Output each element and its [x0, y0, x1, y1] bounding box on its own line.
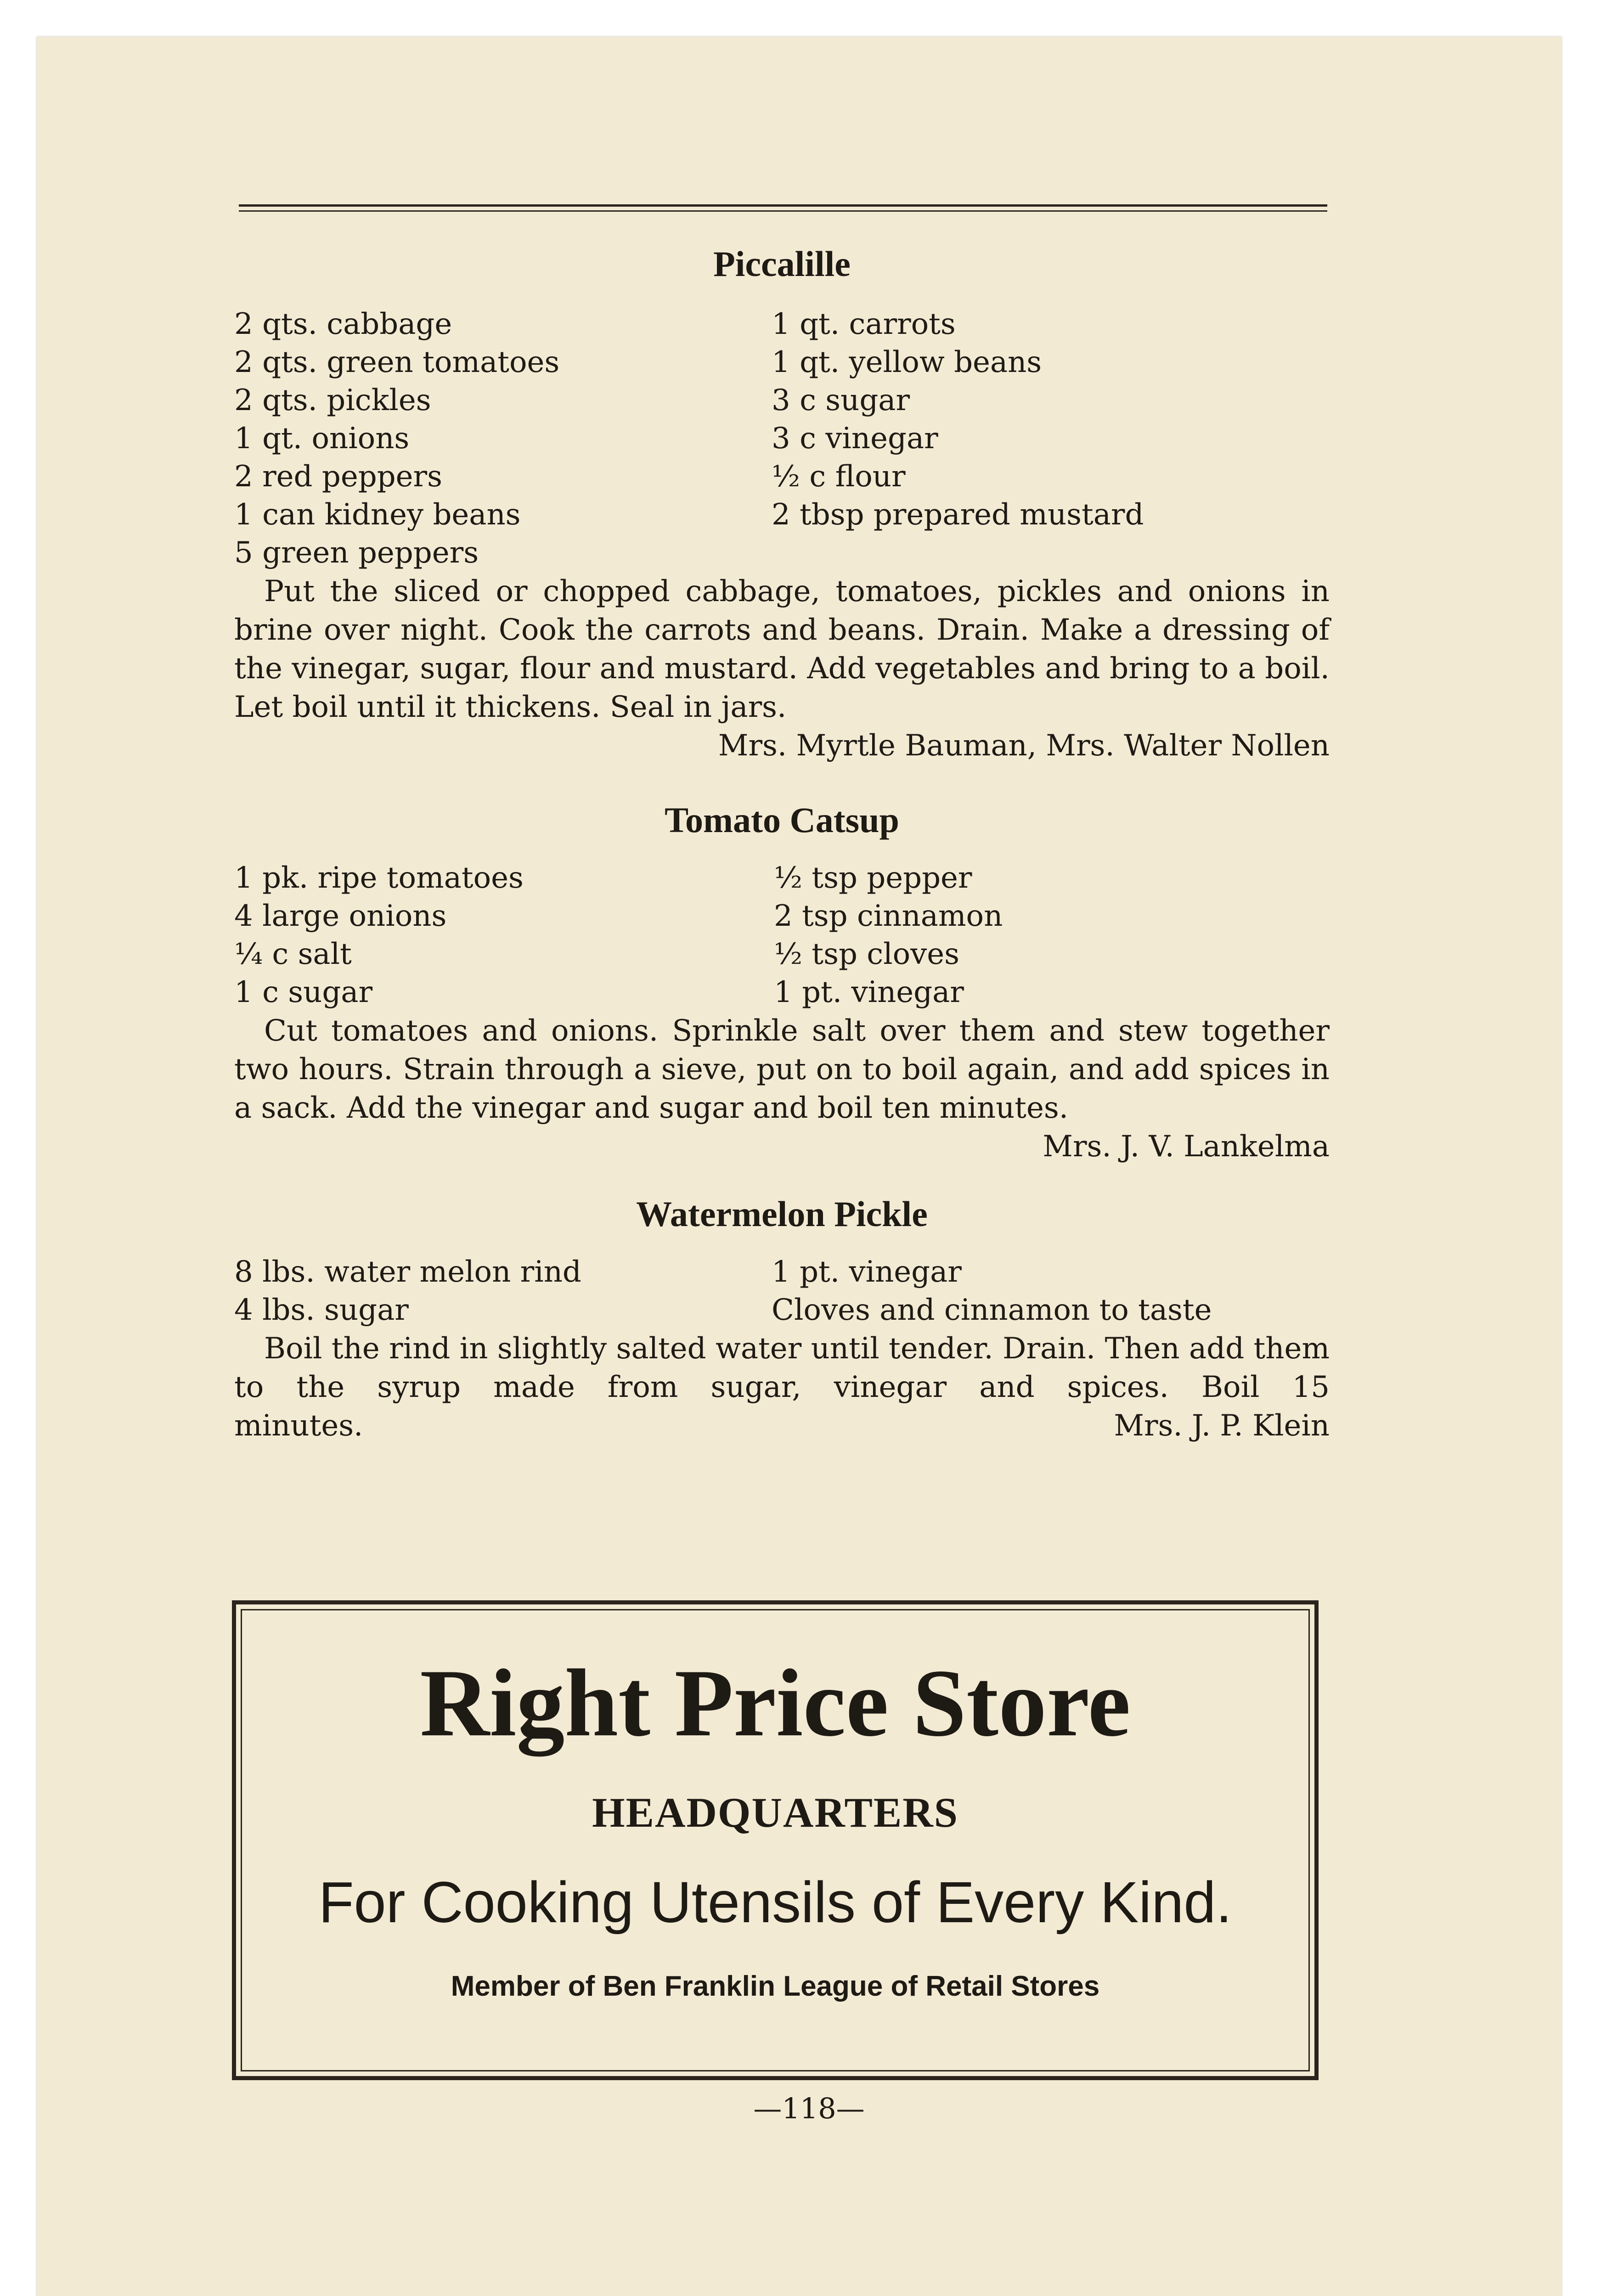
store-advertisement	[232, 1600, 1319, 2080]
ingredient: 8 lbs. water melon rind	[234, 1255, 581, 1289]
ingredient-list	[234, 305, 1330, 572]
ingredient: 5 green peppers	[234, 536, 479, 570]
recipe-directions: Boil the rind in slightly salted water until tender. Drain. Then add them to the syrup made from sugar, vinegar and spices. Boil 15	[234, 1332, 1330, 1404]
ingredient: Cloves and cinnamon to taste	[772, 1293, 1212, 1327]
recipe-title: Piccalille	[713, 244, 851, 284]
ingredient: 2 qts. pickles	[234, 383, 431, 417]
recipe-directions: Put the sliced or chopped cabbage, tomatoes, pickles and onions in brine over night. Cook the carrots and beans. Drain. Make a dressing of the vinegar, sugar, flour and mustard. Add vegetables and bring to a boil. Let boil until it thickens. Seal in jars.	[234, 574, 1330, 724]
ingredient-list	[234, 1253, 1330, 1329]
ingredient: 4 lbs. sugar	[234, 1293, 409, 1327]
ad-store-name: Right Price Store	[420, 1650, 1131, 1756]
ingredient: 3 c vinegar	[772, 422, 938, 456]
ad-membership: Member of Ben Franklin League of Retail Stores	[451, 1970, 1100, 2002]
ingredient: 2 tsp cinnamon	[774, 899, 1003, 933]
ingredient: 1 pt. vinegar	[772, 1255, 962, 1289]
recipe-credit: Mrs. Myrtle Bauman, Mrs. Walter Nollen	[718, 729, 1330, 763]
recipe-directions: Cut tomatoes and onions. Sprinkle salt over them and stew together two hours. Strain through a sieve, put on to boil again, and add spices in a sack. Add the vinegar and sugar and boil ten minutes.	[234, 1014, 1330, 1125]
recipe-piccalille	[234, 243, 1330, 765]
ingredient: 4 large onions	[234, 899, 447, 933]
ad-headline: HEADQUARTERS	[592, 1789, 958, 1836]
ingredient: ½ tsp cloves	[774, 937, 959, 971]
ingredient: ½ tsp pepper	[774, 861, 972, 895]
recipe-watermelon-pickle	[234, 1193, 1330, 1445]
ingredient: 1 pk. ripe tomatoes	[234, 861, 524, 895]
recipe-content	[234, 211, 1330, 1445]
recipe-title: Watermelon Pickle	[636, 1194, 928, 1234]
ingredient: 2 qts. cabbage	[234, 307, 452, 341]
recipe-credit: Mrs. J. P. Klein	[1114, 1409, 1330, 1443]
top-double-rule	[239, 204, 1327, 212]
ingredient: 3 c sugar	[772, 383, 910, 417]
ingredient	[772, 534, 1330, 572]
ingredient: 1 qt. yellow beans	[772, 345, 1042, 379]
ingredient: 1 pt. vinegar	[774, 975, 964, 1009]
recipe-directions-end: minutes.	[234, 1409, 363, 1443]
ingredient: 1 qt. carrots	[772, 307, 956, 341]
ingredient: 1 c sugar	[234, 975, 373, 1009]
recipe-title: Tomato Catsup	[665, 800, 899, 840]
ingredient: 1 can kidney beans	[234, 498, 521, 532]
ingredient: ½ c flour	[772, 460, 906, 494]
recipe-credit: Mrs. J. V. Lankelma	[1043, 1130, 1330, 1164]
ad-tagline: For Cooking Utensils of Every Kind.	[318, 1870, 1232, 1935]
ingredient: 1 qt. onions	[234, 422, 410, 456]
directions-final-line	[234, 1407, 1330, 1445]
ingredient: 2 tbsp prepared mustard	[772, 498, 1144, 532]
ingredient: 2 qts. green tomatoes	[234, 345, 560, 379]
page-number: —118—	[753, 2092, 865, 2125]
ingredient-list	[234, 859, 1330, 1012]
ingredient: ¼ c salt	[234, 937, 352, 971]
ingredient: 2 red peppers	[234, 460, 442, 494]
recipe-tomato-catsup	[234, 799, 1330, 1166]
